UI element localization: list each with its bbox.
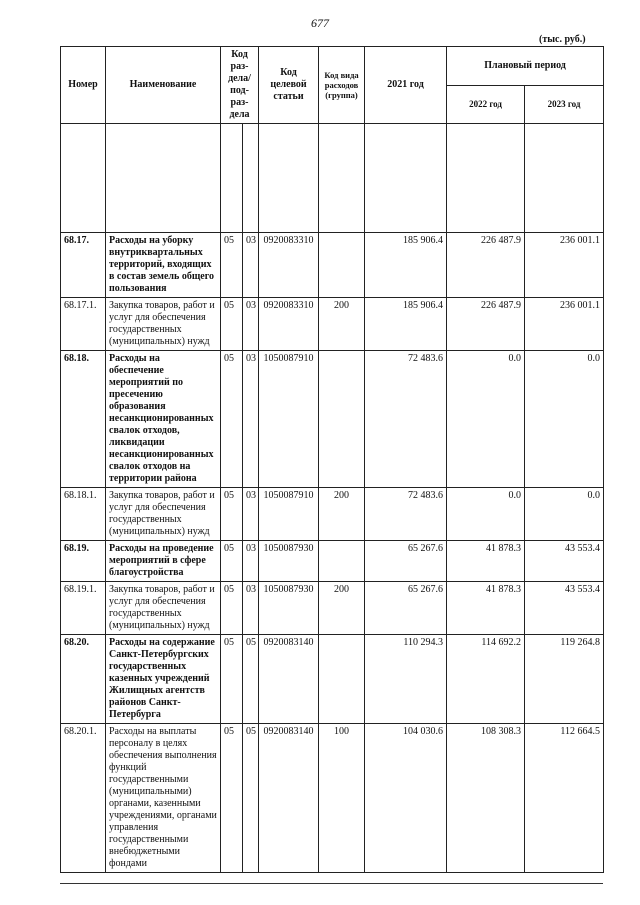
row-2021: 72 483.6 xyxy=(365,488,447,541)
row-2022: 226 487.9 xyxy=(447,298,525,351)
row-name: Закупка товаров, работ и услуг для обеспечения государственных (муниципальных) нужд xyxy=(106,488,221,541)
table-row xyxy=(61,582,604,635)
table-row xyxy=(61,233,604,298)
row-target: 1050087910 xyxy=(259,351,319,488)
row-name: Расходы на уборку внутриквартальных территорий, входящих в состав земель общего пользования xyxy=(106,233,221,298)
row-number: 68.18.1. xyxy=(61,488,106,541)
row-name: Закупка товаров, работ и услуг для обеспечения государственных (муниципальных) нужд xyxy=(106,298,221,351)
row-number: 68.20. xyxy=(61,635,106,724)
budget-table xyxy=(60,46,604,873)
header-plan-period: Плановый период xyxy=(447,47,604,86)
row-2022: 114 692.2 xyxy=(447,635,525,724)
row-2022: 226 487.9 xyxy=(447,233,525,298)
row-expense-type xyxy=(319,233,365,298)
row-2023: 43 553.4 xyxy=(525,541,604,582)
row-section: 05 xyxy=(221,541,243,582)
row-name: Закупка товаров, работ и услуг для обеспечения государственных (муниципальных) нужд xyxy=(106,582,221,635)
row-subsection: 03 xyxy=(243,298,259,351)
table-row xyxy=(61,724,604,873)
header-target-code: Код целевой статьи xyxy=(259,47,319,124)
header-name: Наименование xyxy=(106,47,221,124)
row-2023: 236 001.1 xyxy=(525,298,604,351)
row-number: 68.19. xyxy=(61,541,106,582)
row-subsection: 03 xyxy=(243,541,259,582)
row-number: 68.17.1. xyxy=(61,298,106,351)
row-2023: 119 264.8 xyxy=(525,635,604,724)
row-subsection: 03 xyxy=(243,233,259,298)
table-row xyxy=(61,488,604,541)
row-section: 05 xyxy=(221,582,243,635)
table-row xyxy=(61,541,604,582)
row-2021: 110 294.3 xyxy=(365,635,447,724)
row-section: 05 xyxy=(221,298,243,351)
row-target: 1050087930 xyxy=(259,541,319,582)
row-expense-type: 200 xyxy=(319,488,365,541)
row-expense-type: 200 xyxy=(319,298,365,351)
row-target: 0920083310 xyxy=(259,233,319,298)
table-row xyxy=(61,635,604,724)
row-2022: 41 878.3 xyxy=(447,541,525,582)
header-number: Номер xyxy=(61,47,106,124)
row-subsection: 03 xyxy=(243,582,259,635)
row-2021: 185 906.4 xyxy=(365,233,447,298)
row-2023: 236 001.1 xyxy=(525,233,604,298)
row-2021: 185 906.4 xyxy=(365,298,447,351)
row-subsection: 03 xyxy=(243,488,259,541)
row-subsection: 05 xyxy=(243,724,259,873)
header-expense-type: Код вида расходов (группа) xyxy=(319,47,365,124)
row-section: 05 xyxy=(221,351,243,488)
row-section: 05 xyxy=(221,635,243,724)
header-2023: 2023 год xyxy=(525,85,604,124)
table-body xyxy=(61,124,604,873)
row-2022: 41 878.3 xyxy=(447,582,525,635)
row-target: 1050087930 xyxy=(259,582,319,635)
row-number: 68.20.1. xyxy=(61,724,106,873)
header-section-code: Код раз-дела/ под-раз-дела xyxy=(221,47,259,124)
row-target: 0920083140 xyxy=(259,724,319,873)
row-2022: 108 308.3 xyxy=(447,724,525,873)
row-name: Расходы на обеспечение мероприятий по пресечению образования несанкционированных свалок отходов, ликвидации несанкционированных свалок отходов на территории района xyxy=(106,351,221,488)
page-number: 677 xyxy=(311,16,329,30)
row-2023: 112 664.5 xyxy=(525,724,604,873)
row-2021: 65 267.6 xyxy=(365,582,447,635)
table-row xyxy=(61,351,604,488)
row-expense-type: 100 xyxy=(319,724,365,873)
row-subsection: 03 xyxy=(243,351,259,488)
row-2023: 43 553.4 xyxy=(525,582,604,635)
table-row xyxy=(61,298,604,351)
row-2023: 0.0 xyxy=(525,488,604,541)
row-name: Расходы на проведение мероприятий в сфере благоустройства xyxy=(106,541,221,582)
row-name: Расходы на содержание Санкт-Петербургских государственных казенных учреждений Жилищных агентств районов Санкт-Петербурга xyxy=(106,635,221,724)
row-expense-type xyxy=(319,635,365,724)
row-subsection: 05 xyxy=(243,635,259,724)
unit-label: (тыс. руб.) xyxy=(539,34,586,45)
header-2021: 2021 год xyxy=(365,47,447,124)
row-number: 68.18. xyxy=(61,351,106,488)
row-target: 1050087910 xyxy=(259,488,319,541)
row-name: Расходы на выплаты персоналу в целях обеспечения выполнения функций государственными (муниципальными) органами, казенными учреждениями, органами управления государственными внебюджетными фондами xyxy=(106,724,221,873)
footer-divider xyxy=(60,883,603,884)
row-2021: 65 267.6 xyxy=(365,541,447,582)
row-2022: 0.0 xyxy=(447,351,525,488)
row-expense-type xyxy=(319,351,365,488)
row-expense-type: 200 xyxy=(319,582,365,635)
row-number: 68.19.1. xyxy=(61,582,106,635)
header-2022: 2022 год xyxy=(447,85,525,124)
row-expense-type xyxy=(319,541,365,582)
row-target: 0920083310 xyxy=(259,298,319,351)
row-section: 05 xyxy=(221,724,243,873)
row-2022: 0.0 xyxy=(447,488,525,541)
row-2021: 104 030.6 xyxy=(365,724,447,873)
row-2023: 0.0 xyxy=(525,351,604,488)
header-spacer-row xyxy=(61,124,604,233)
row-section: 05 xyxy=(221,233,243,298)
row-section: 05 xyxy=(221,488,243,541)
row-target: 0920083140 xyxy=(259,635,319,724)
table-header xyxy=(61,47,604,124)
row-2021: 72 483.6 xyxy=(365,351,447,488)
row-number: 68.17. xyxy=(61,233,106,298)
